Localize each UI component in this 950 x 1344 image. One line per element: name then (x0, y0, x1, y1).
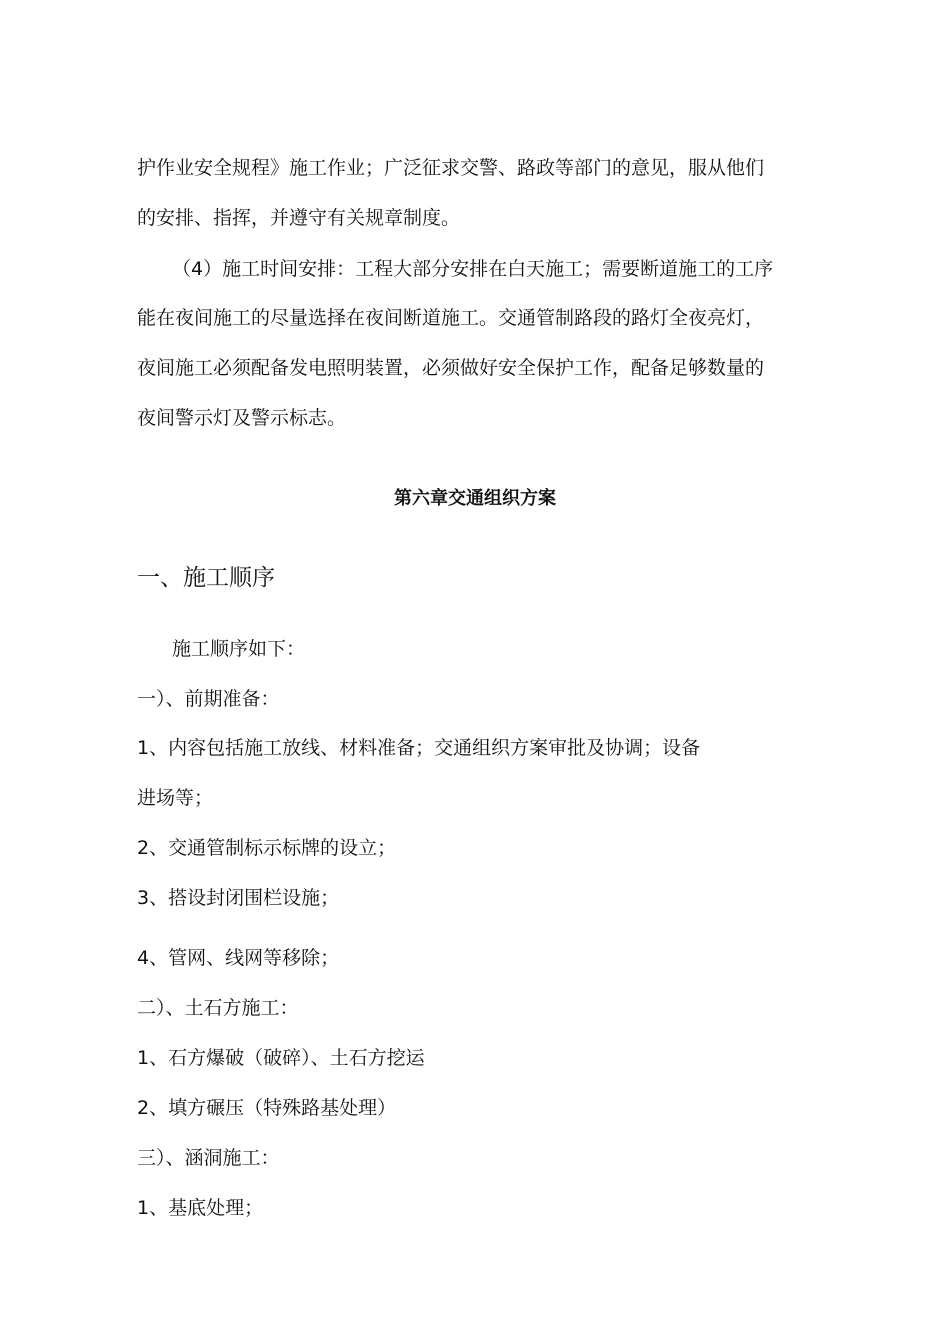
list-item: 1、石方爆破（破碎）、土石方挖运 (137, 1047, 425, 1069)
list-item: 2、交通管制标示标牌的设立； (137, 837, 397, 859)
paragraph-line: 夜间警示灯及警示标志。 (137, 407, 347, 429)
paragraph-line: （4）施工时间安排：工程大部分安排在白天施工；需要断道施工的工序 (172, 258, 774, 280)
list-item: 2、填方碾压（特殊路基处理） (137, 1097, 397, 1119)
phase-title: 三）、涵洞施工： (137, 1147, 280, 1169)
phase-title: 二）、土石方施工： (137, 997, 299, 1019)
list-item: 1、基底处理； (137, 1197, 264, 1219)
list-item: 3、搭设封闭围栏设施； (137, 887, 340, 909)
paragraph-line: 护作业安全规程》施工作业；广泛征求交警、路政等部门的意见，服从他们 (137, 157, 765, 179)
paragraph-line: 能在夜间施工的尽量选择在夜间断道施工。交通管制路段的路灯全夜亮灯， (137, 307, 765, 329)
list-item: 4、管网、线网等移除； (137, 947, 340, 969)
paragraph-line: 夜间施工必须配备发电照明装置，必须做好安全保护工作，配备足够数量的 (137, 357, 765, 379)
section-heading: 一、施工顺序 (137, 565, 275, 591)
chapter-title: 第六章交通组织方案 (394, 488, 556, 509)
list-item: 1、内容包括施工放线、材料准备；交通组织方案审批及协调；设备 (137, 737, 701, 759)
intro-text: 施工顺序如下： (172, 638, 306, 660)
paragraph-line: 的安排、指挥，并遵守有关规章制度。 (137, 207, 461, 229)
list-item-continuation: 进场等； (137, 787, 214, 809)
phase-title: 一）、前期准备： (137, 688, 280, 710)
